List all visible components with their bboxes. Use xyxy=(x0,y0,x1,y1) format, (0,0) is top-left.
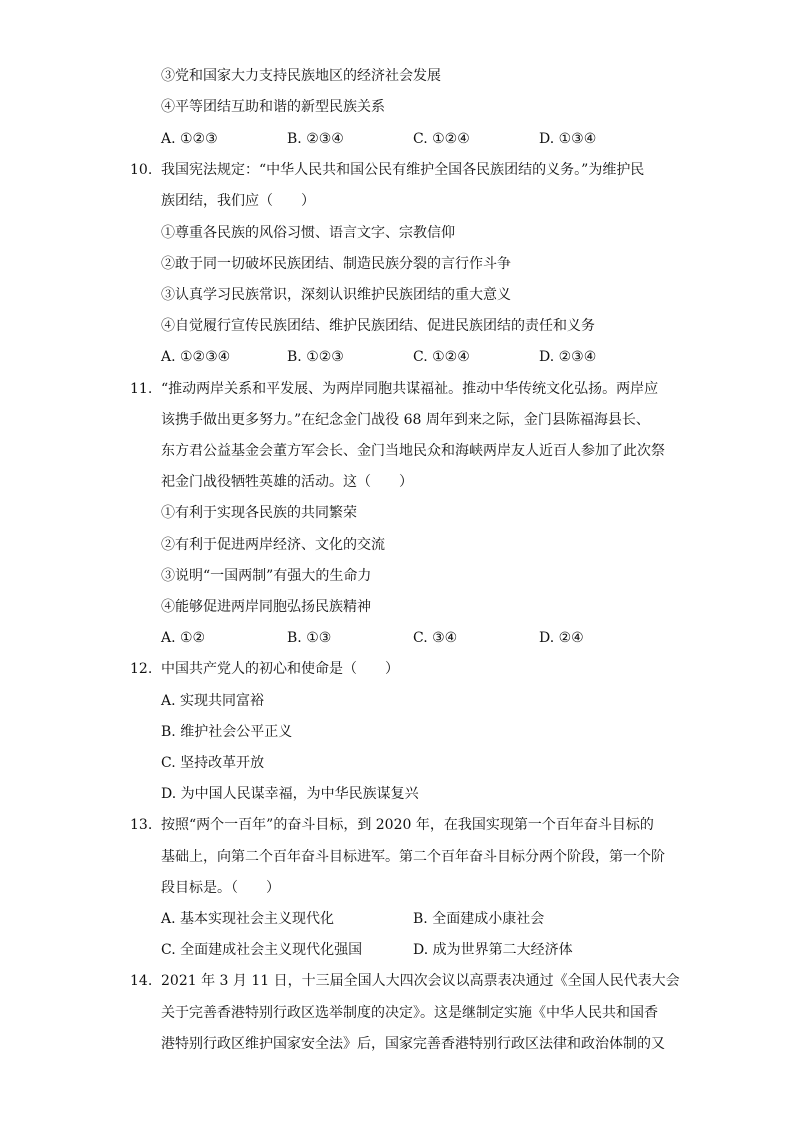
q12-choice-c: C. 坚持改革开放 xyxy=(161,755,265,771)
q13-stem-line-2: 基础上，向第二个百年奋斗目标进军。第二个百年奋斗目标分两个阶段，第一个阶 xyxy=(161,849,665,865)
q9-choice-d: D. ①③④ xyxy=(539,131,597,147)
q10-choice-d: D. ②③④ xyxy=(539,349,597,365)
q10-choice-b: B. ①②③ xyxy=(287,349,344,365)
q9-choice-a: A. ①②③ xyxy=(161,131,218,147)
q11-stem-line-1: “推动两岸关系和平发展、为两岸同胞共谋福祉。推动中华传统文化弘扬。两岸应 xyxy=(161,381,659,397)
q11-item-1: ①有利于实现各民族的共同繁荣 xyxy=(161,505,357,521)
q11-item-2: ②有利于促进两岸经济、文化的交流 xyxy=(161,537,385,553)
q13-stem-line-3: 段目标是。（ ） xyxy=(161,880,280,896)
q10-number: 10. xyxy=(130,162,153,178)
q13-choice-a: A. 基本实现社会主义现代化 xyxy=(161,911,335,927)
q9-choice-c: C. ①②④ xyxy=(413,131,470,147)
q9-item-3: ③党和国家大力支持民族地区的经济社会发展 xyxy=(161,68,441,84)
q11-choice-d: D. ②④ xyxy=(539,630,584,646)
q13-choice-d: D. 成为世界第二大经济体 xyxy=(413,942,573,958)
q14-stem-line-3: 港特别行政区维护国家安全法》后，国家完善香港特别行政区法律和政治体制的又 xyxy=(161,1036,665,1052)
q10-item-4: ④自觉履行宣传民族团结、维护民族团结、促进民族团结的责任和义务 xyxy=(161,318,595,334)
q12-stem: 中国共产党人的初心和使命是（ ） xyxy=(161,661,399,677)
q11-stem-line-4: 祀金门战役牺牲英雄的活动。这（ ） xyxy=(161,474,413,490)
q10-choice-a: A. ①②③④ xyxy=(161,349,231,365)
q14-number: 14. xyxy=(130,973,153,989)
q10-stem-line-1: 我国宪法规定：“中华人民共和国公民有维护全国各民族团结的义务。”为维护民 xyxy=(161,162,645,178)
q11-choice-b: B. ①③ xyxy=(287,630,332,646)
q10-item-3: ③认真学习民族常识，深刻认识维护民族团结的重大意义 xyxy=(161,287,511,303)
q11-choice-a: A. ①② xyxy=(161,630,206,646)
q11-number: 11. xyxy=(130,381,153,397)
q9-item-4: ④平等团结互助和谐的新型民族关系 xyxy=(161,99,385,115)
q11-stem-line-2: 该携手做出更多努力。”在纪念金门战役 68 周年到来之际，金门县陈福海县长、 xyxy=(161,412,650,428)
q11-item-4: ④能够促进两岸同胞弘扬民族精神 xyxy=(161,599,371,615)
q10-item-1: ①尊重各民族的风俗习惯、语言文字、宗教信仰 xyxy=(161,225,455,241)
q13-choice-b: B. 全面建成小康社会 xyxy=(413,911,545,927)
q10-choice-c: C. ①②④ xyxy=(413,349,470,365)
q12-choice-a: A. 实现共同富裕 xyxy=(161,693,265,709)
q13-choice-c: C. 全面建成社会主义现代化强国 xyxy=(161,942,363,958)
q12-choice-d: D. 为中国人民谋幸福，为中华民族谋复兴 xyxy=(161,786,419,802)
q14-stem-line-2: 关于完善香港特别行政区选举制度的决定》。这是继制定实施《中华人民共和国香 xyxy=(161,1005,658,1021)
q13-number: 13. xyxy=(130,817,153,833)
q13-stem-line-1: 按照“两个一百年”的奋斗目标，到 2020 年，在我国实现第一个百年奋斗目标的 xyxy=(161,817,654,833)
q12-number: 12. xyxy=(130,661,153,677)
q14-stem-line-1: 2021 年 3 月 11 日，十三届全国人大四次会议以高票表决通过《全国人民代表大会 xyxy=(161,973,680,989)
q11-item-3: ③说明“一国两制”有强大的生命力 xyxy=(161,568,372,584)
q11-stem-line-3: 东方君公益基金会董方军会长、金门当地民众和海峡两岸友人近百人参加了此次祭 xyxy=(161,443,665,459)
q10-stem-line-2: 族团结，我们应（ ） xyxy=(161,193,315,209)
q12-choice-b: B. 维护社会公平正义 xyxy=(161,724,293,740)
q11-choice-c: C. ③④ xyxy=(413,630,458,646)
q9-choice-b: B. ②③④ xyxy=(287,131,344,147)
q10-item-2: ②敢于同一切破坏民族团结、制造民族分裂的言行作斗争 xyxy=(161,256,511,272)
